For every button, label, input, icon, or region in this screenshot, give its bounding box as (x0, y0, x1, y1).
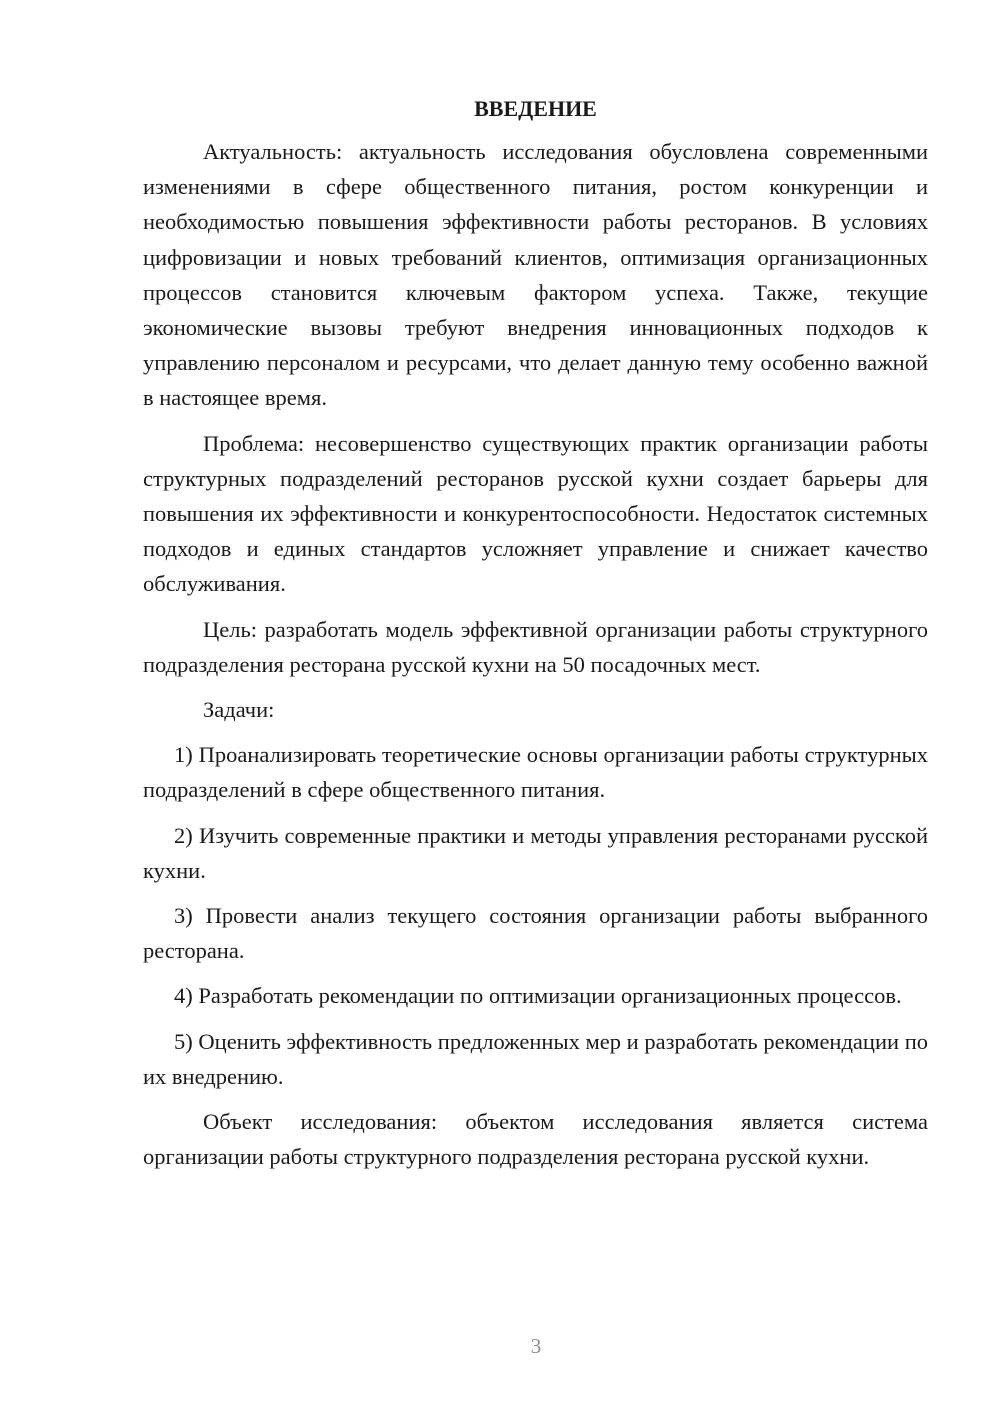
task-item-2: 2) Изучить современные практики и методы управления ресторанами русской кухни. (143, 822, 928, 883)
goal-paragraph: Цель: разработать модель эффективной организации работы структурного подразделения ресторана русской кухни на 50 посадочных мест. (143, 616, 928, 677)
task-item-3: 3) Провести анализ текущего состояния организации работы выбранного ресторана. (143, 903, 928, 964)
tasks-label: Задачи: (203, 697, 275, 723)
section-heading: ВВЕДЕНИЕ (474, 96, 597, 121)
page-content (143, 91, 928, 1174)
task-item-4: 4) Разработать рекомендации по оптимизации организационных процессов. (174, 983, 902, 1009)
task-item-5: 5) Оценить эффективность предложенных мер и разработать рекомендации по их внедрению. (143, 1028, 928, 1089)
object-paragraph: Объект исследования: объектом исследования является система организации работы структурного подразделения ресторана русской кухни. (143, 1109, 928, 1170)
task-item-1: 1) Проанализировать теоретические основы организации работы структурных подразделений в сфере общественного питания. (143, 742, 928, 803)
page-number: 3 (530, 1334, 542, 1358)
problem-paragraph: Проблема: несовершенство существующих практик организации работы структурных подразделений ресторанов русской кухни создает барьеры для повышения их эффективности и конкурентоспособности. Недостаток системных подходов и единых стандартов усложняет управление и снижает качество обслуживания. (143, 430, 928, 597)
relevance-paragraph: Актуальность: актуальность исследования обусловлена современными изменениями в сфере общественного питания, ростом конкуренции и необходимостью повышения эффективности работы ресторанов. В условиях цифровизации и новых требований клиентов, оптимизация организационных процессов становится ключевым фактором успеха. Также, текущие экономические вызовы требуют внедрения инновационных подходов к управлению персоналом и ресурсами, что делает данную тему особенно важной в настоящее время. (143, 139, 928, 411)
